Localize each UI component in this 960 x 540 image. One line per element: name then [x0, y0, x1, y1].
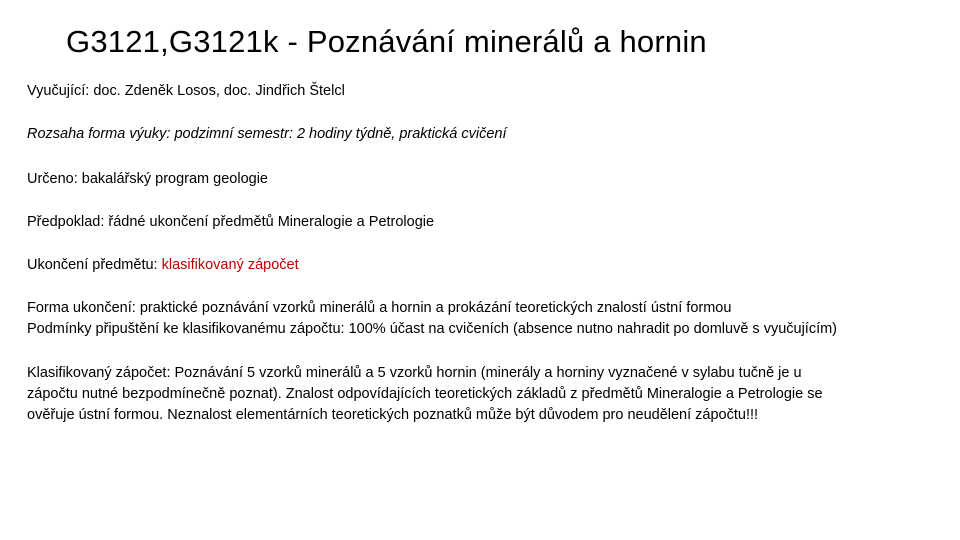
classified-line-3: ověřuje ústní formou. Neznalost elementárních teoretických poznatků může být důvodem pro neudělení zápočtu!!! — [27, 407, 759, 423]
completion-label: Ukončení předmětu: — [27, 257, 158, 273]
classified-line-2: zápočtu nutné bezpodmínečně poznat). Znalost odpovídajících teoretických základů z předmětů Mineralogie a Petrologie se — [27, 386, 823, 402]
form-text: : praktické poznávání vzorků minerálů a hornin a prokázání teoretických znalostí ústní formou — [131, 300, 732, 316]
slide-title: G3121,G3121k - Poznávání minerálů a hornin — [66, 24, 707, 59]
form-line — [27, 298, 937, 319]
classified-text-1: : Poznávání 5 vzorků minerálů a 5 vzorků hornin (minerály a horniny vyznačené v sylabu tučně je u — [166, 365, 802, 381]
scope-line: Rozsaha forma výuky: podzimní semestr: 2 hodiny týdně, praktická cvičení — [27, 126, 507, 142]
completion-value: klasifikovaný zápočet — [161, 257, 299, 273]
prerequisite-line: Předpoklad: řádné ukončení předmětů Mineralogie a Petrologie — [27, 214, 435, 230]
classified-line-1 — [27, 363, 937, 384]
conditions-line: Podmínky připuštění ke klasifikovanému zápočtu: 100% účast na cvičeních (absence nutno nahradit po domluvě s vyučujícím) — [27, 321, 838, 337]
form-label: Forma ukončení — [27, 300, 132, 316]
classified-paragraph — [27, 363, 937, 426]
completion-line — [27, 255, 299, 276]
form-paragraph — [27, 298, 937, 340]
classified-label: Klasifikovaný zápočet — [27, 365, 167, 381]
teachers-line: Vyučující: doc. Zdeněk Losos, doc. Jindřich Štelcl — [27, 83, 345, 99]
intended-line: Určeno: bakalářský program geologie — [27, 171, 268, 187]
